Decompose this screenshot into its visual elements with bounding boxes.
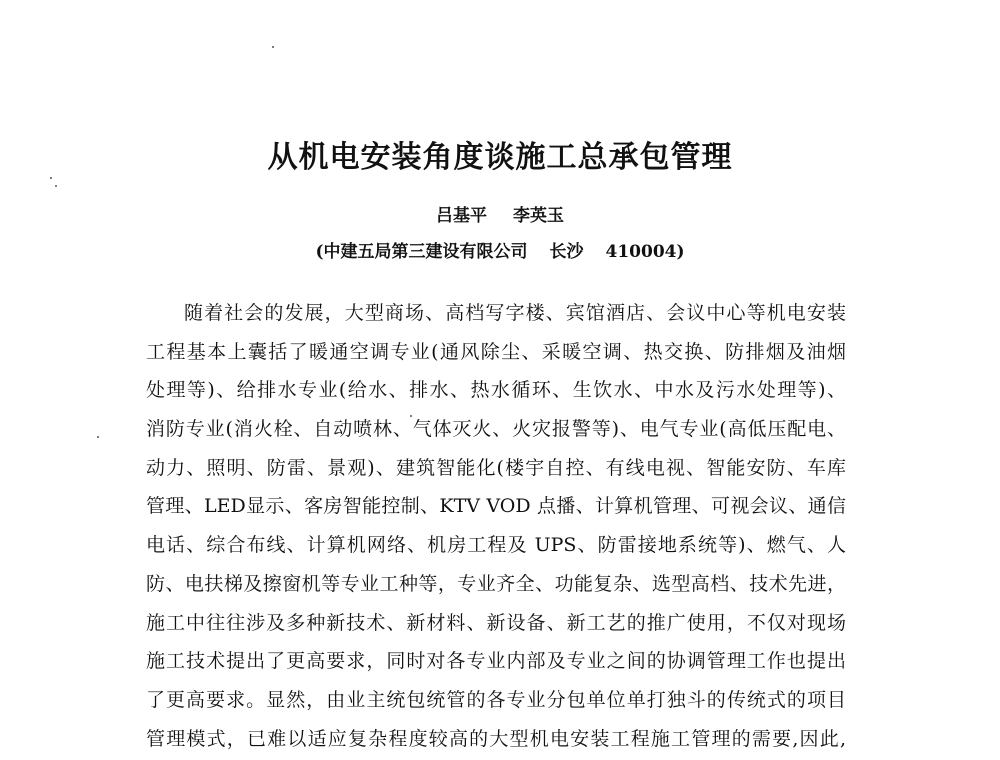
body-line: 管理、LED显示、客房智能控制、KTV VOD 点播、计算机管理、可视会议、通信 <box>146 495 846 518</box>
body-line: 了更高要求。显然，由业主统包统管的各专业分包单位单打独斗的传统式的项目 <box>146 688 846 711</box>
body-line: 施工技术提出了更高要求，同时对各专业内部及专业之间的协调管理工作也提出 <box>146 650 846 673</box>
body-line: 工程基本上囊括了暖通空调专业(通风除尘、采暖空调、热交换、防排烟及油烟 <box>146 340 846 363</box>
affiliation-line <box>0 239 1000 265</box>
affiliation-city: 长沙 <box>549 242 584 262</box>
body-line: 电话、综合布线、计算机网络、机房工程及 UPS、防雷接地系统等)、燃气、人 <box>146 534 846 557</box>
body-line: 管理模式，已难以适应复杂程度较高的大型机电安装工程施工管理的需要,因此, <box>146 727 846 750</box>
author-name: 吕基平 <box>436 206 487 226</box>
author-name: 李英玉 <box>513 206 564 226</box>
article-title: 从机电安装角度谈施工总承包管理 <box>267 140 733 175</box>
body-line: 防、电扶梯及擦窗机等专业工种等，专业齐全、功能复杂、选型高档、技术先进， <box>146 572 846 595</box>
affiliation-organization: (中建五局第三建设有限公司 <box>315 242 528 262</box>
body-paragraph <box>146 294 846 758</box>
body-line: 随着社会的发展，大型商场、高档写字楼、宾馆酒店、会议中心等机电安装 <box>184 302 846 324</box>
body-line: 动力、照明、防雷、景观)、建筑智能化(楼宇自控、有线电视、智能安防、车库 <box>146 456 846 479</box>
scan-speck <box>272 46 274 48</box>
affiliation-postcode: 410004) <box>605 242 685 262</box>
scan-speck <box>97 436 99 438</box>
body-line: 施工中往往涉及多种新技术、新材料、新设备、新工艺的推广使用，不仅对现场 <box>146 611 846 634</box>
body-line: 处理等)、给排水专业(给水、排水、热水循环、生饮水、中水及污水处理等)、 <box>146 379 846 402</box>
author-line <box>0 203 1000 229</box>
body-line: 消防专业(消火栓、自动喷林、气体灭火、火灾报警等)、电气专业(高低压配电、 <box>146 418 846 441</box>
scan-speck <box>55 185 57 187</box>
